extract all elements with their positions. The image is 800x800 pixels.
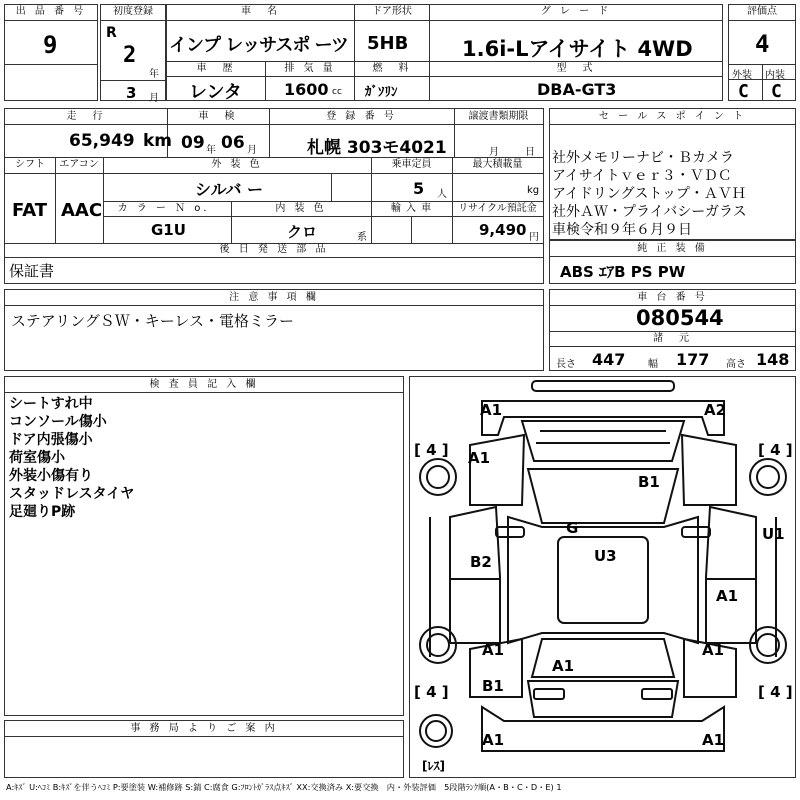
history-label: 車 歴 — [196, 63, 236, 74]
grade-value: 1.6i-Lアイサイト 4WD — [462, 37, 693, 61]
interior-label: 内 装 色 — [275, 203, 327, 214]
capacity-label: 乗車定員 — [391, 159, 432, 170]
chassis-value: 080544 — [636, 306, 724, 330]
length-label: 長さ — [556, 359, 576, 370]
tire-rl: [ 4 ] — [414, 683, 449, 701]
score-value: 4 — [755, 30, 770, 58]
spare-tire: [ﾚｽ] — [422, 759, 445, 773]
inspector-lines — [9, 395, 134, 521]
inspector-line: 荷室傷小 — [9, 450, 65, 466]
transfer-label: 譲渡書類期限 — [468, 111, 529, 122]
chassis-label: 車 台 番 号 — [637, 292, 708, 303]
capacity-unit: 人 — [437, 189, 447, 200]
reg-box — [100, 4, 166, 104]
history-box — [166, 61, 266, 101]
inspection-label: 車 検 — [198, 111, 238, 122]
colorno-label: カ ラ ー Ｎ o． — [117, 203, 217, 214]
capacity-value: 5 — [413, 179, 425, 198]
equip-label: 純 正 装 備 — [637, 243, 708, 254]
height-label: 高さ — [726, 359, 746, 370]
model-value: DBA-GT3 — [537, 80, 617, 99]
grade-box — [429, 4, 723, 62]
model-box — [429, 61, 723, 101]
inspection-month-unit: 月 — [247, 145, 257, 156]
damage-mark: A1 — [552, 657, 575, 675]
damage-mark: A1 — [702, 641, 725, 659]
sales-label: セ ー ル ス ポ イ ン ト — [598, 111, 747, 122]
notes-label: 注 意 事 項 欄 — [229, 292, 319, 303]
score-label: 評価点 — [747, 6, 777, 17]
ext-label: 外装 — [732, 70, 752, 81]
damage-mark: A1 — [702, 731, 725, 749]
damage-mark: G — [566, 519, 579, 537]
load-unit: kg — [527, 185, 540, 196]
notes-value: ステアリングＳＷ・キーレス・電格ミラー — [11, 312, 295, 330]
office-label: 事 務 局 よ り ご 案 内 — [130, 723, 278, 734]
interior-unit: 系 — [357, 232, 367, 243]
damage-mark: B2 — [470, 553, 492, 571]
damage-mark: A2 — [704, 401, 727, 419]
plate-label: 登 録 番 号 — [326, 111, 397, 122]
inspector-label: 検 査 員 記 入 欄 — [149, 379, 259, 390]
lot-number: 9 — [43, 31, 58, 59]
month-unit: 月 — [149, 93, 159, 104]
reg-era: R — [106, 25, 117, 41]
reg-year: 2 — [123, 43, 137, 68]
length-value: 447 — [592, 350, 626, 369]
office-box — [4, 720, 404, 778]
color-value: シルバ ー — [195, 180, 264, 199]
equip-value: ABS ｴｱB PS PW — [560, 263, 686, 281]
transfer-day-unit: 日 — [525, 147, 535, 158]
inspector-line: シートすれ中 — [9, 396, 93, 412]
interior-value: クロ — [287, 223, 318, 241]
tire-fl: [ 4 ] — [414, 441, 449, 459]
inspector-line: コンソール傷小 — [9, 414, 107, 430]
year-unit: 年 — [149, 69, 159, 80]
inspector-line: スタッドレスタイヤ — [9, 486, 135, 502]
carname-box — [166, 4, 355, 62]
colorno-value: G1U — [151, 221, 186, 239]
displacement-value: 1600 — [284, 80, 329, 99]
shift-value: FAT — [12, 200, 48, 221]
chassis-box — [549, 289, 796, 371]
door-label: ドア形状 — [372, 6, 412, 17]
inspector-line: ドア内張傷小 — [9, 432, 93, 448]
sales-line: 社外メモリーナビ・Ｂカメラ — [552, 150, 734, 166]
mileage-unit: km — [143, 131, 173, 151]
tire-rr: [ 4 ] — [758, 683, 793, 701]
load-label: 最大積載量 — [472, 159, 523, 170]
legend: A:ｷｽﾞ U:ﾍｺﾐ B:ｷｽﾞを伴うﾍｺﾐ P:要塗装 W:補修跡 S:錆 C:腐食 G:ﾌﾛﾝﾄｶﾞﾗｽ点ｷｽﾞ XX:交換済み X:要交換 内・外装評価 5段階ﾗﾝｸ順(A・B・C・D・E) 1 — [6, 782, 562, 792]
sales-lines — [552, 149, 747, 239]
ext-grade: C — [738, 81, 749, 102]
transfer-month-unit: 月 — [489, 147, 499, 158]
inspector-box — [4, 376, 404, 716]
recycle-label: リサイクル預託金 — [458, 203, 537, 214]
score-box — [728, 4, 796, 101]
model-label: 型 式 — [556, 63, 596, 74]
height-value: 148 — [756, 350, 790, 369]
spec-box — [4, 108, 544, 284]
door-type: 5HB — [367, 33, 409, 54]
lot-label: 出 品 番 号 — [15, 6, 87, 17]
door-box — [354, 4, 430, 62]
shift-label: シフト — [15, 159, 45, 170]
sales-line: アイサイトｖｅｒ３・ＶＤＣ — [552, 168, 732, 184]
history-value: レンタ — [189, 82, 242, 103]
damage-mark: A1 — [480, 401, 503, 419]
damage-mark: A1 — [716, 587, 739, 605]
fuel-value: ｶﾞｿﾘﾝ — [365, 85, 398, 100]
fuel-box — [354, 61, 430, 101]
plate-value: 札幌 303モ4021 — [307, 138, 447, 158]
displacement-unit: cc — [332, 87, 342, 97]
width-value: 177 — [676, 350, 710, 369]
ac-value: AAC — [61, 200, 103, 221]
reg-month: 3 — [126, 84, 137, 102]
recycle-unit: 円 — [529, 232, 539, 243]
mileage-label: 走 行 — [66, 111, 106, 122]
car-name: インプ レッサスポ ーツ — [169, 35, 348, 56]
grade-label: グ レ ー ド — [540, 6, 612, 17]
later-label: 後 日 発 送 部 品 — [219, 244, 329, 255]
reg-label: 初度登録 — [113, 6, 153, 17]
car-diagram — [409, 376, 796, 778]
equip-box — [549, 240, 796, 284]
inspector-line: 外装小傷有り — [9, 468, 93, 484]
notes-box — [4, 289, 544, 371]
ac-label: エアコン — [59, 159, 99, 170]
damage-mark: A1 — [482, 731, 505, 749]
inspection-year-unit: 年 — [206, 145, 216, 156]
damage-mark: A1 — [468, 449, 491, 467]
inspector-line: 足廻りP跡 — [9, 504, 76, 520]
color-label: 外 装 色 — [211, 159, 263, 170]
int-label: 内装 — [765, 70, 785, 81]
recycle-value: 9,490 — [479, 221, 527, 239]
tire-fr: [ 4 ] — [758, 441, 793, 459]
displacement-box — [265, 61, 355, 101]
sales-line: アイドリングストップ・ＡＶＨ — [552, 186, 746, 202]
width-label: 幅 — [648, 359, 658, 370]
damage-mark: U1 — [762, 525, 785, 543]
displacement-label: 排 気 量 — [284, 63, 336, 74]
damage-mark: A1 — [482, 641, 505, 659]
sales-line: 社外ＡＷ・プライバシーガラス — [552, 204, 747, 220]
dims-label: 諸 元 — [653, 333, 692, 344]
sales-line: 車検令和９年６月９日 — [552, 222, 692, 238]
mileage-value: 65,949 — [69, 131, 135, 151]
import-label: 輸 入 車 — [390, 203, 433, 214]
carname-label: 車 名 — [241, 6, 280, 17]
damage-mark: U3 — [594, 547, 617, 565]
damage-mark: B1 — [482, 677, 504, 695]
inspection-year: 09 — [181, 133, 205, 153]
car-outline — [410, 377, 795, 777]
later-value: 保証書 — [9, 262, 55, 280]
fuel-label: 燃 料 — [372, 63, 412, 74]
inspection-month: 06 — [221, 133, 245, 153]
sales-box — [549, 108, 796, 240]
lot-box — [4, 4, 98, 101]
int-grade: C — [771, 81, 782, 102]
damage-mark: B1 — [638, 473, 660, 491]
